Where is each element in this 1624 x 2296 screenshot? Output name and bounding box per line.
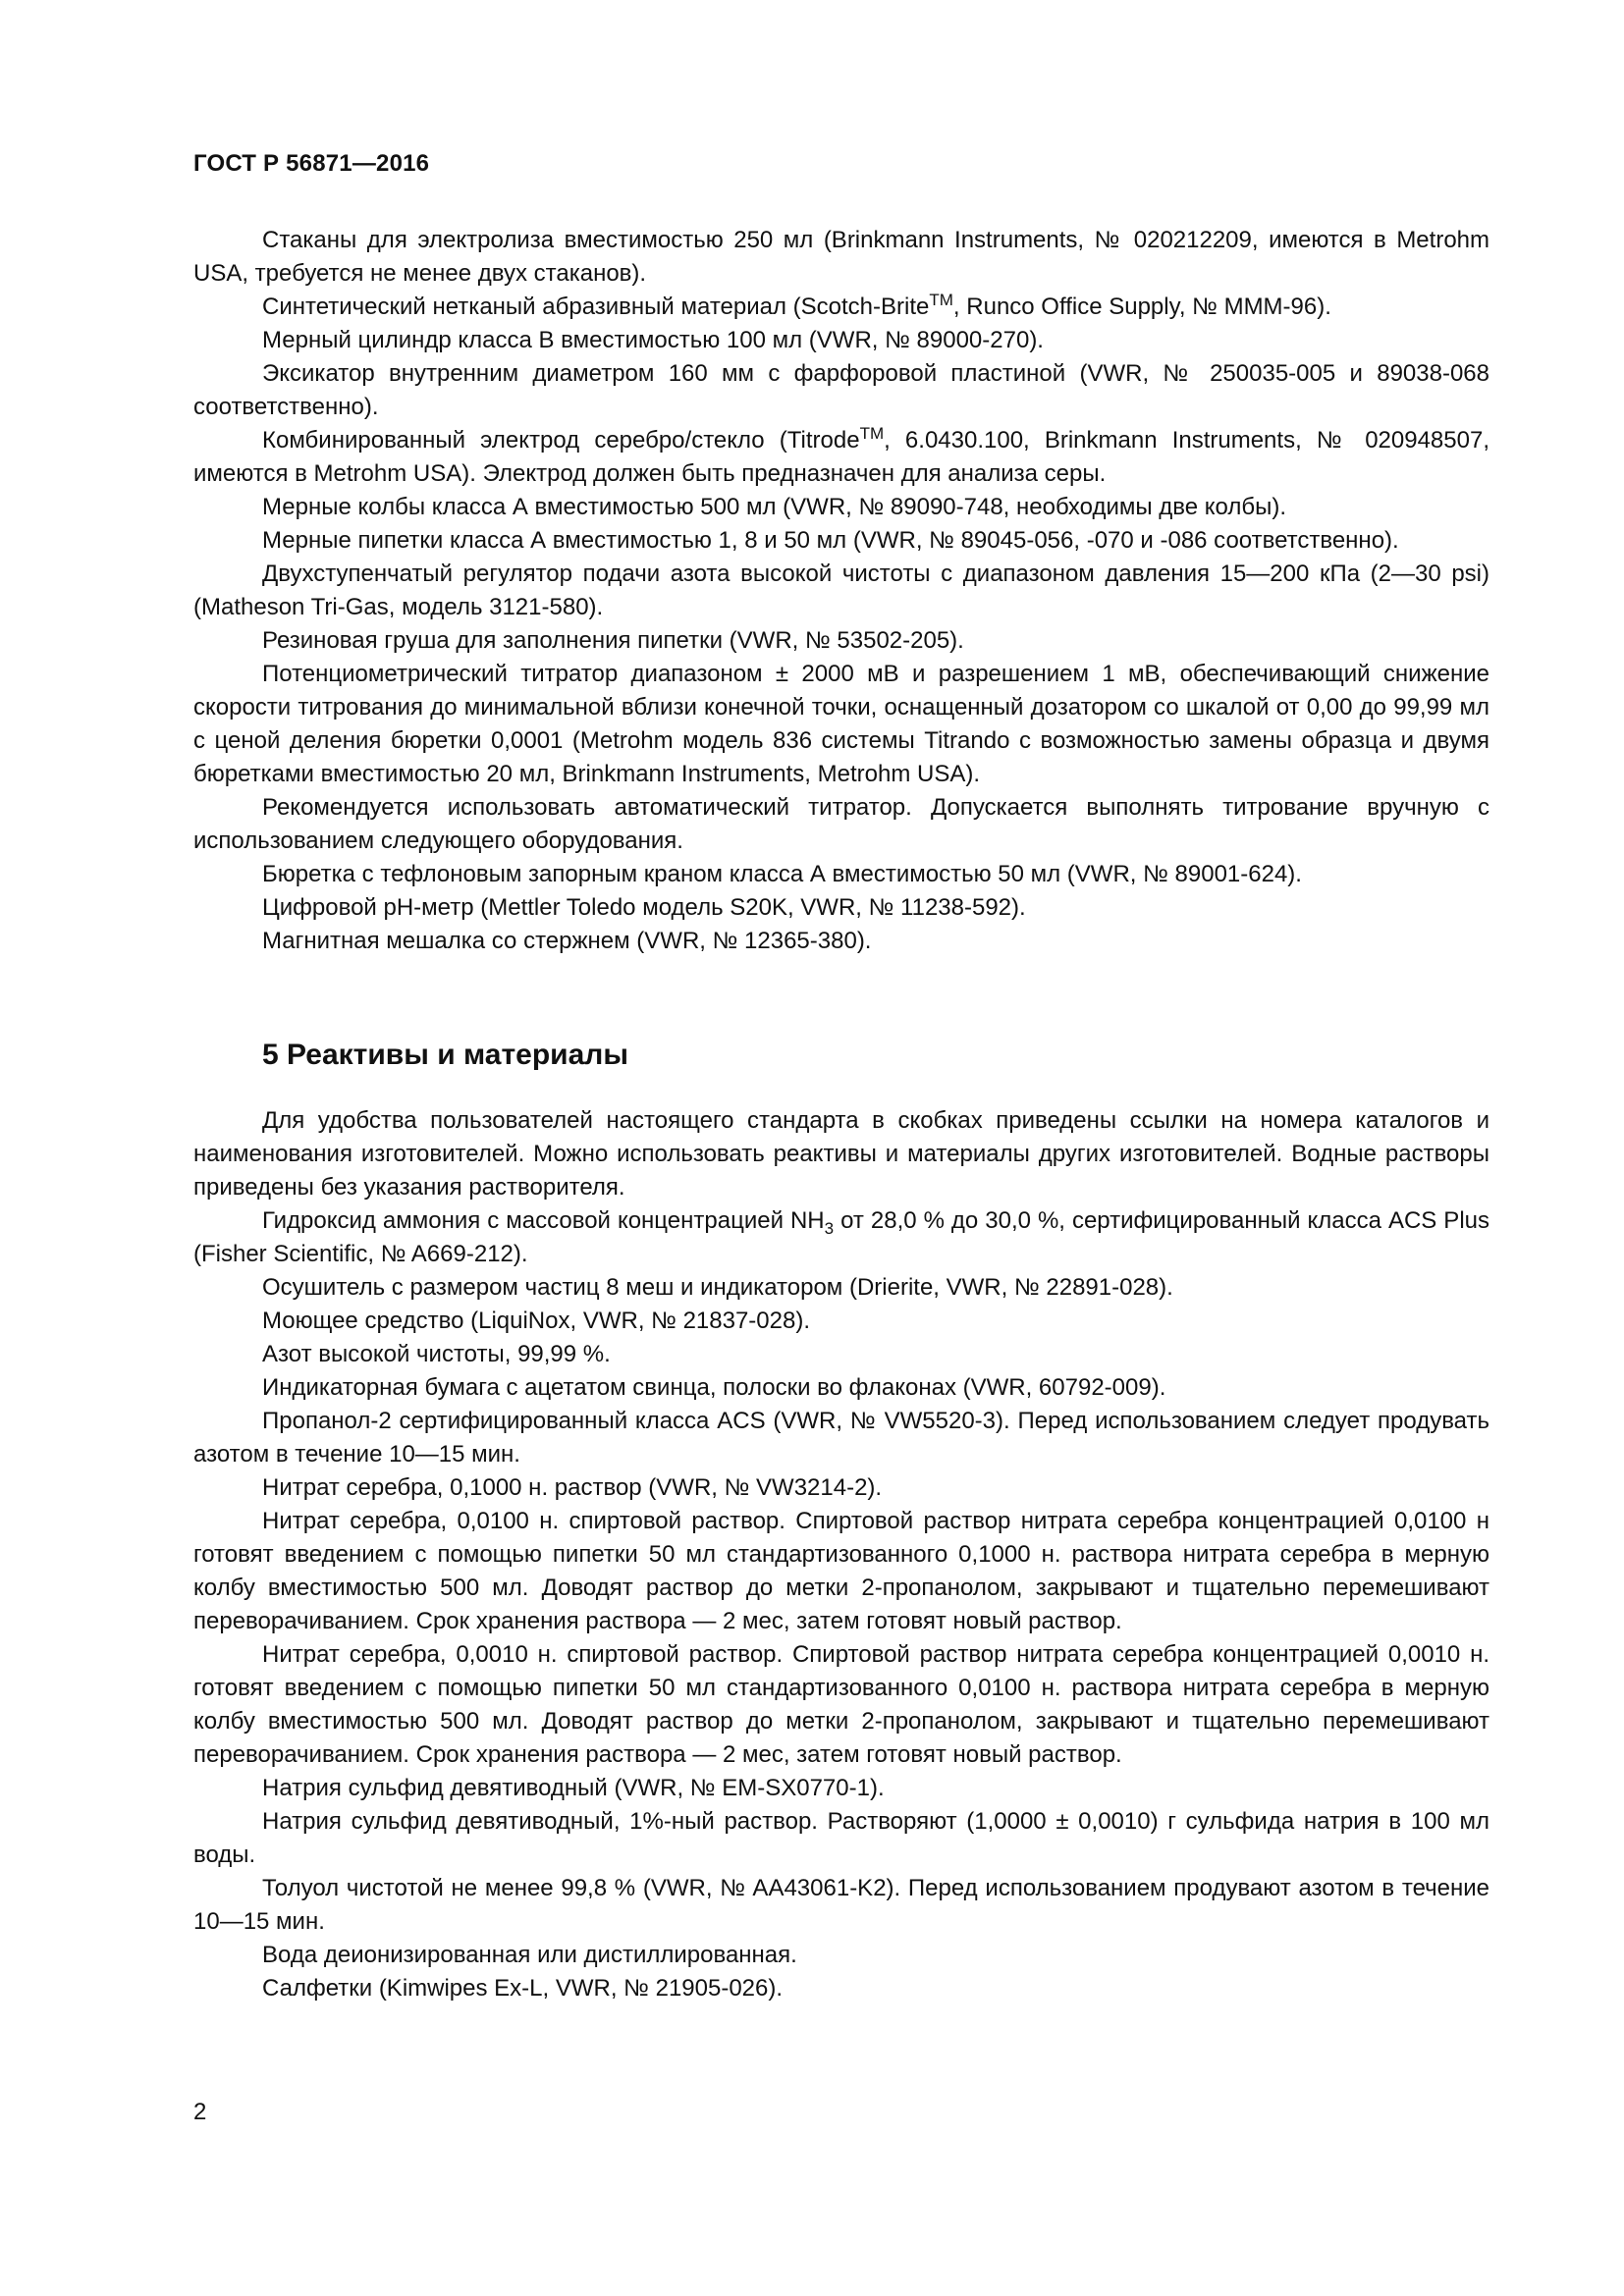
equipment-item: Бюретка с тефлоновым запорным краном класса А вместимостью 50 мл (VWR, № 89001-624). — [262, 861, 1302, 887]
equipment-list — [193, 224, 1489, 958]
equipment-item: Цифровой pH-метр (Mettler Toledo модель S20K, VWR, № 11238-592). — [262, 894, 1026, 921]
reagent-paragraph: Нитрат серебра, 0,0100 н. спиртовой раствор. Спиртовой раствор нитрата серебра концентрацией 0,0100 н готовят введением с помощью пипетки 50 мл стандартизованного 0,1000 н. раствора нитрата серебра в мерную колбу вместимостью 500 мл. Доводят раствор до метки 2-пропанолом, закрывают и тщательно перемешивают переворачиванием. Срок хранения раствора — 2 мес, затем готовят новый раствор. — [193, 1508, 1489, 1634]
equipment-item: Двухступенчатый регулятор подачи азота высокой чистоты с диапазоном давления 15—200 кПа (2—30 psi) (Matheson Tri-Gas, модель 3121-580). — [193, 561, 1489, 620]
page-number: 2 — [193, 2099, 207, 2125]
reagent-paragraph: Натрия сульфид девятиводный, 1%-ный раствор. Растворяют (1,0000 ± 0,0010) г сульфида натрия в 100 мл воды. — [193, 1808, 1489, 1868]
subscript: 3 — [824, 1218, 835, 1238]
trademark-mark: TM — [929, 291, 953, 309]
reagent-paragraph: Натрия сульфид девятиводный (VWR, № EM-SX0770-1). — [262, 1775, 885, 1801]
equipment-item: Мерный цилиндр класса В вместимостью 100 мл (VWR, № 89000-270). — [262, 327, 1044, 353]
reagent-paragraph: Нитрат серебра, 0,0010 н. спиртовой раствор. Спиртовой раствор нитрата серебра концентрацией 0,0010 н. готовят введением с помощью пипетки 50 мл стандартизованного 0,0100 н. раствора нитрата серебра в мерную колбу вместимостью 500 мл. Доводят раствор до метки 2-пропанолом, закрывают и тщательно перемешивают переворачиванием. Срок хранения раствора — 2 мес, затем готовят новый раствор. — [193, 1641, 1489, 1768]
standard-designation: ГОСТ Р 56871—2016 — [193, 150, 430, 177]
equipment-item: Магнитная мешалка со стержнем (VWR, № 12365-380). — [262, 928, 872, 954]
reagent-paragraph: Осушитель с размером частиц 8 меш и индикатором (Drierite, VWR, № 22891-028). — [262, 1274, 1173, 1301]
equipment-item: Рекомендуется использовать автоматический титратор. Допускается выполнять титрование вручную с использованием следующего оборудования. — [193, 794, 1489, 854]
reagent-paragraph: Салфетки (Kimwipes Ex-L, VWR, № 21905-026). — [262, 1975, 784, 2002]
equipment-item: Комбинированный электрод серебро/стекло (Titrode™, 6.0430.100, Brinkmann Instruments, № 020948507, имеются в Metrohm USA). Электрод должен быть предназначен для анализа серы. — [193, 424, 1489, 487]
equipment-item: Мерные колбы класса А вместимостью 500 мл (VWR, № 89090-748, необходимы две колбы). — [262, 494, 1287, 520]
reagent-paragraph: Вода деионизированная или дистиллированная. — [262, 1942, 797, 1968]
reagents-list — [193, 1104, 1489, 2005]
reagent-paragraph: Индикаторная бумага с ацетатом свинца, полоски во флаконах (VWR, 60792-009). — [262, 1374, 1166, 1401]
reagent-paragraph: Гидроксид аммония с массовой концентрацией $NH_3$ от 28,0 % до 30,0 %, сертифицированный класса ACS Plus (Fisher Scientific, № A669-212). — [193, 1207, 1489, 1267]
reagent-paragraph: Пропанол-2 сертифицированный класса ACS (VWR, № VW5520-3). Перед использованием следует продувать азотом в течение 10—15 мин. — [193, 1408, 1489, 1468]
equipment-item: Эксикатор внутренним диаметром 160 мм с фарфоровой пластиной (VWR, № 250035-005 и 89038-068 соответственно). — [193, 360, 1489, 420]
reagent-paragraph: Для удобства пользователей настоящего стандарта в скобках приведены ссылки на номера каталогов и наименования изготовителей. Можно использовать реактивы и материалы других изготовителей. Водные растворы приведены без указания растворителя. — [193, 1107, 1489, 1201]
reagent-paragraph: Азот высокой чистоты, 99,99 %. — [262, 1341, 611, 1367]
equipment-item: Синтетический нетканый абразивный материал (Scotch-Brite™, Runco Office Supply, № MMM-96). — [262, 291, 1331, 320]
trademark-mark: TM — [859, 424, 885, 443]
reagent-paragraph: Толуол чистотой не менее 99,8 % (VWR, № AA43061-K2). Перед использованием продувают азотом в течение 10—15 мин. — [193, 1875, 1489, 1935]
equipment-item: Потенциометрический титратор диапазоном ± 2000 мВ и разрешением 1 мВ, обеспечивающий снижение скорости титрования до минимальной вблизи конечной точки, оснащенный дозатором со шкалой от 0,00 до 99,99 мл с ценой деления бюретки 0,0001 (Metrohm модель 836 системы Titrando с возможностью замены образца и двумя бюретками вместимостью 20 мл, Brinkmann Instruments, Metrohm USA). — [193, 661, 1489, 787]
reagent-paragraph: Моющее средство (LiquiNox, VWR, № 21837-028). — [262, 1308, 810, 1334]
reagent-paragraph: Нитрат серебра, 0,1000 н. раствор (VWR, № VW3214-2). — [262, 1474, 883, 1501]
equipment-item: Мерные пипетки класса А вместимостью 1, 8 и 50 мл (VWR, № 89045-056, -070 и -086 соответственно). — [262, 527, 1399, 554]
section-heading: 5 Реактивы и материалы — [262, 1039, 628, 1071]
equipment-item: Стаканы для электролиза вместимостью 250 мл (Brinkmann Instruments, № 020212209, имеются в Metrohm USA, требуется не менее двух стаканов). — [193, 227, 1489, 287]
equipment-item: Резиновая груша для заполнения пипетки (VWR, № 53502-205). — [262, 627, 964, 654]
